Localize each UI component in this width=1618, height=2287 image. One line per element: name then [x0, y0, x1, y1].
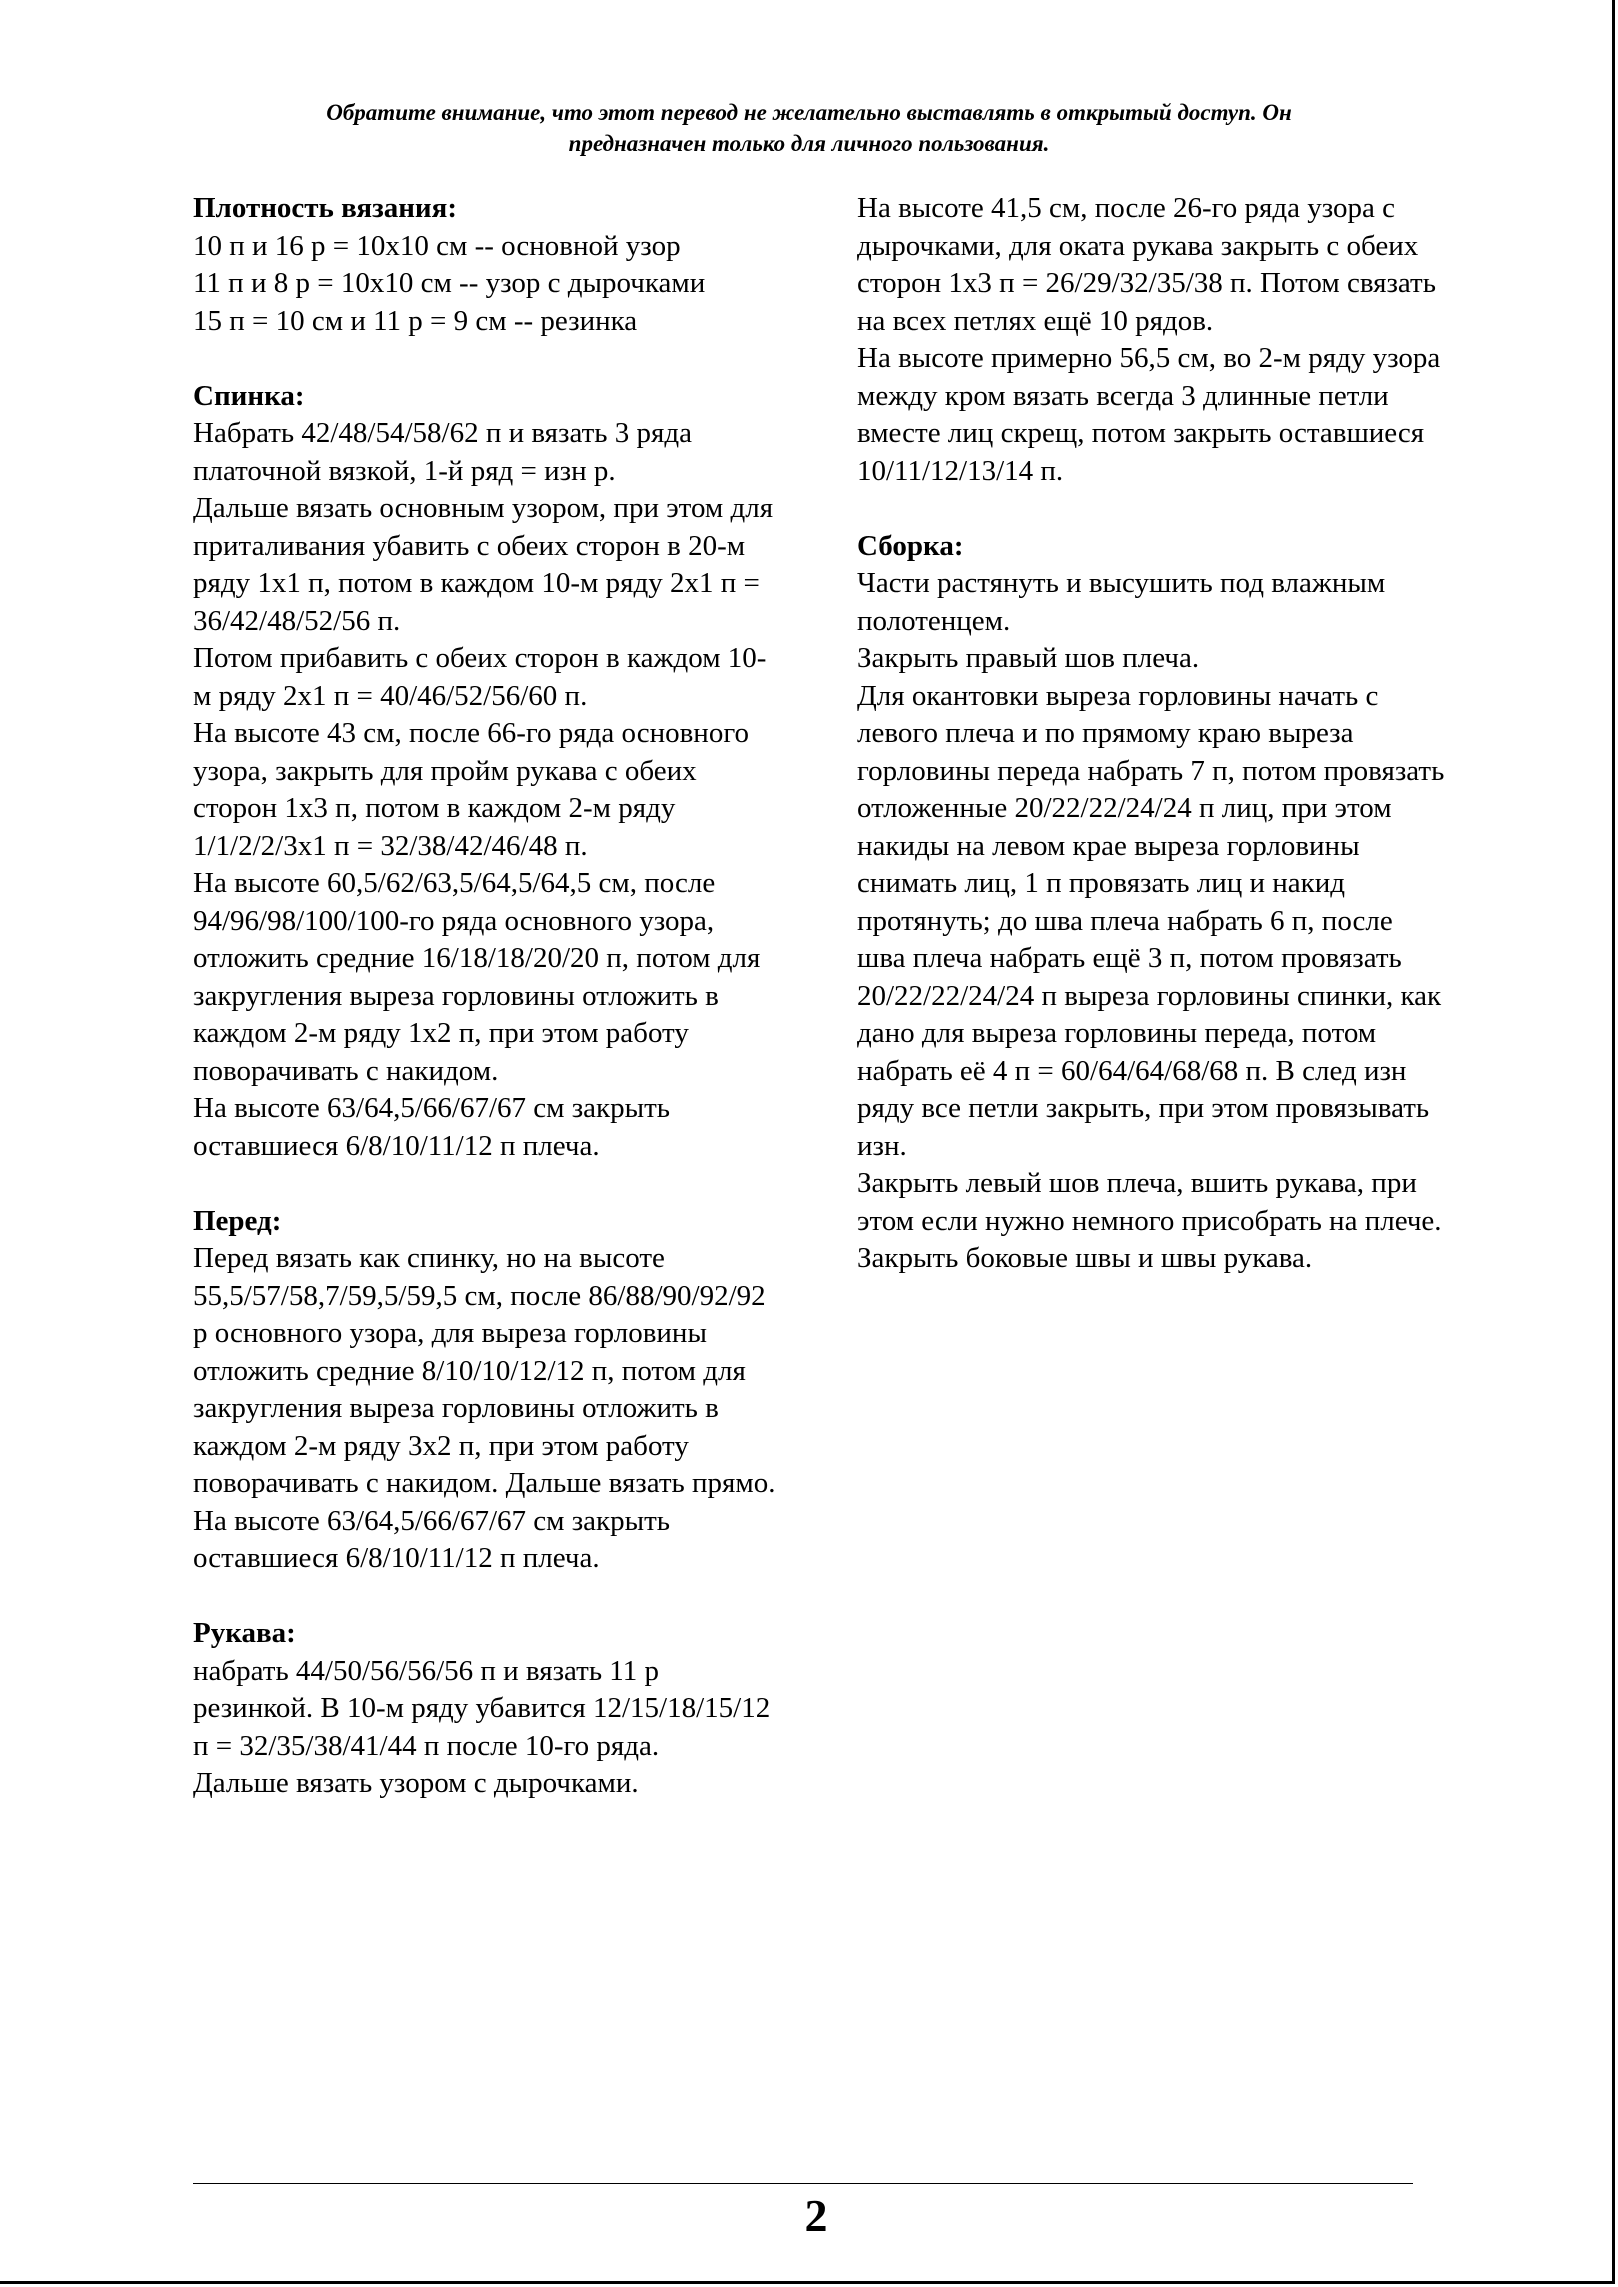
heading-back: Спинка:	[193, 379, 305, 412]
density-rib: 15 п = 10 см и 11 р = 9 см -- резинка	[193, 304, 638, 337]
assembly-paragraph: Для окантовки выреза горловины начать с левого плеча и по прямому краю выреза горловины переда набрать 7 п, потом провязать отложенные 20/22/22/24/24 п лиц, при этом накиды на левом крае выреза горловины снимать лиц, 1 п провязать лиц и накид протянуть; до шва плеча набрать 6 п, после шва плеча набрать ещё 3 п, потом провязать 20/22/22/24/24 п выреза горловины спинки, как дано для выреза горловины переда, потом набрать её 4 п = 60/64/64/68/68 п. В след изн ряду все петли закрыть, при этом провязывать изн.	[857, 679, 1445, 1162]
section-back	[193, 378, 783, 1166]
section-sleeves	[193, 1615, 783, 1803]
section-density	[193, 190, 783, 340]
back-paragraph: Набрать 42/48/54/58/62 п и вязать 3 ряда платочной вязкой, 1-й ряд = изн р.	[193, 417, 692, 487]
page-number: 2	[804, 2190, 828, 2241]
assembly-paragraph: Закрыть левый шов плеча, вшить рукава, при этом если нужно немного присобрать на плече. Закрыть боковые швы и швы рукава.	[857, 1167, 1442, 1274]
density-main-pattern: 10 п и 16 р = 10х10 см -- основной узор	[193, 229, 681, 262]
section-front	[193, 1203, 783, 1578]
sleeves-cap-paragraph: На высоте 41,5 см, после 26-го ряда узора с дырочками, для оката рукава закрыть с обеих сторон 1х3 п = 26/29/32/35/38 п. Потом связать на всех петлях ещё 10 рядов.	[857, 192, 1436, 337]
back-paragraph: На высоте 60,5/62/63,5/64,5/64,5 см, после 94/96/98/100/100-го ряда основного узора, отложить средние 16/18/18/20/20 п, потом для закругления выреза горловины отложить в каждом 2-м ряду 1х2 п, при этом работу поворачивать с накидом.	[193, 867, 761, 1087]
right-column	[857, 190, 1447, 1315]
footer-divider	[193, 2183, 1413, 2184]
privacy-notice-line-1: Обратите внимание, что этот перевод не желательно выставлять в открытый доступ. Он	[326, 100, 1292, 125]
heading-front: Перед:	[193, 1204, 282, 1237]
left-column	[193, 190, 783, 1840]
privacy-notice-line-2: предназначен только для личного пользования.	[568, 131, 1050, 156]
back-paragraph: На высоте 63/64,5/66/67/67 см закрыть оставшиеся 6/8/10/11/12 п плеча.	[193, 1092, 671, 1162]
density-eyelet-pattern: 11 п и 8 р = 10х10 см -- узор с дырочками	[193, 267, 706, 299]
sleeves-paragraph: набрать 44/50/56/56/56 п и вязать 11 р резинкой. В 10-м ряду убавится 12/15/18/15/12 п = 32/35/38/41/44 п после 10-го ряда.	[193, 1654, 771, 1762]
section-sleeves-continued	[857, 190, 1447, 490]
heading-assembly: Сборка:	[857, 529, 964, 562]
front-paragraph: Перед вязать как спинку, но на высоте 55,5/57/58,7/59,5/59,5 см, после 86/88/90/92/92 р основного узора, для выреза горловины отложить средние 8/10/10/12/12 п, потом для закругления выреза горловины отложить в каждом 2-м ряду 3х2 п, при этом работу поворачивать с накидом. Дальше вязать прямо.	[193, 1242, 776, 1499]
front-paragraph: На высоте 63/64,5/66/67/67 см закрыть оставшиеся 6/8/10/11/12 п плеча.	[193, 1504, 671, 1574]
sleeves-paragraph: Дальше вязать узором с дырочками.	[193, 1767, 639, 1799]
section-assembly	[857, 528, 1447, 1278]
assembly-paragraph: Части растянуть и высушить под влажным полотенцем.	[857, 567, 1386, 637]
back-paragraph: Потом прибавить с обеих сторон в каждом 10-м ряду 2х1 п = 40/46/52/56/60 п.	[193, 642, 767, 712]
privacy-notice	[190, 97, 1428, 159]
heading-density: Плотность вязания:	[193, 192, 457, 224]
heading-sleeves: Рукава:	[193, 1617, 296, 1649]
back-paragraph: Дальше вязать основным узором, при этом для приталивания убавить с обеих сторон в 20-м ряду 1х1 п, потом в каждом 10-м ряду 2х1 п = 36/42/48/52/56 п.	[193, 492, 774, 637]
back-paragraph: На высоте 43 см, после 66-го ряда основного узора, закрыть для пройм рукава с обеих сторон 1х3 п, потом в каждом 2-м ряду 1/1/2/2/3х1 п = 32/38/42/46/48 п.	[193, 717, 749, 862]
assembly-paragraph: Закрыть правый шов плеча.	[857, 642, 1200, 674]
sleeves-top-paragraph: На высоте примерно 56,5 см, во 2-м ряду узора между кром вязать всегда 3 длинные петли вместе лиц скрещ, потом закрыть оставшиеся 10/11/12/13/14 п.	[857, 342, 1441, 487]
